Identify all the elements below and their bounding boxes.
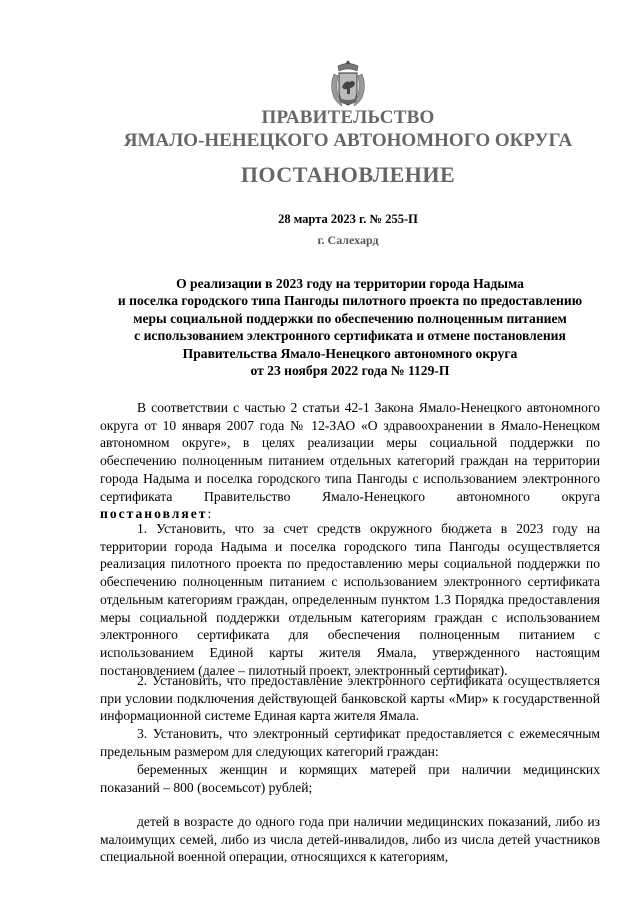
decree-word: постановляет bbox=[100, 506, 208, 522]
document-date-number: 28 марта 2023 г. № 255-П bbox=[278, 212, 418, 226]
document-city: г. Салехард bbox=[317, 233, 379, 247]
title-line: с использованием электронного сертификата и отмене постановления bbox=[134, 328, 566, 344]
title-line: меры социальной поддержки по обеспечению полноценным питанием bbox=[133, 310, 567, 326]
item-3-subitem-children: детей в возрасте до одного года при наличии медицинских показаний, либо из малоимущих семей, либо из числа детей-инвалидов, либо из числа детей участников специальной военной операции, относящихся к категориям, bbox=[100, 814, 600, 865]
preamble-paragraph bbox=[100, 399, 600, 523]
item-1-paragraph: 1. Установить, что за счет средств окружного бюджета в 2023 году на территории города Надыма и поселка городского типа Пангоды осуществляется реализация пилотного проекта по предоставлению меры социальной поддержки по обеспечению полноценным питанием с использованием электронного сертификата отдельным категориям граждан, определенным пунктом 1.3 Порядка предоставления меры социальной поддержки отдельным категориям граждан с использованием электронного сертификата для обеспечения полноценным питанием с использованием Единой карты жителя Ямала, утвержденного настоящим постановлением (далее – пилотный проект, электронный сертификат). bbox=[100, 521, 600, 678]
government-name-line1: ПРАВИТЕЛЬСТВО bbox=[261, 107, 435, 128]
title-line: и поселка городского типа Пангоды пилотного проекта по предоставлению bbox=[117, 293, 583, 309]
title-line: от 23 ноября 2022 года № 1129-П bbox=[250, 363, 450, 379]
coat-of-arms-icon bbox=[326, 58, 370, 110]
item-2-paragraph: 2. Установить, что предоставление электронного сертификата осуществляется при условии подключения действующей банковской карты «Мир» к государственной информационной системе Единая карта жителя Ямала. bbox=[100, 673, 600, 724]
government-name-line2: ЯМАЛО-НЕНЕЦКОГО АВТОНОМНОГО ОКРУГА bbox=[123, 130, 573, 151]
preamble-text: В соответствии с частью 2 статьи 42-1 Закона Ямало-Ненецкого автономного округа от 10 января 2007 года № 12-ЗАО «О здравоохранении в Ямало-Ненецком автономном округе», в целях реализации меры социальной поддержки по обеспечению полноценным питанием отдельных категорий граждан на территории города Надыма и поселка городского типа Пангоды с использованием электронного сертификата Правительство Ямало-Ненецкого автономного округа bbox=[100, 400, 600, 504]
document-type-heading: ПОСТАНОВЛЕНИЕ bbox=[240, 162, 456, 187]
decree-colon: : bbox=[207, 506, 212, 522]
title-line: О реализации в 2023 году на территории города Надыма bbox=[176, 276, 524, 291]
document-title bbox=[100, 275, 600, 379]
item-3-paragraph: 3. Установить, что электронный сертификат предоставляется с ежемесячным предельным размером для следующих категорий граждан: bbox=[100, 726, 600, 759]
title-line: Правительства Ямало-Ненецкого автономного округа bbox=[182, 345, 518, 361]
item-3-subitem-pregnant: беременных женщин и кормящих матерей при наличии медицинских показаний – 800 (восемьсот) рублей; bbox=[100, 762, 600, 795]
